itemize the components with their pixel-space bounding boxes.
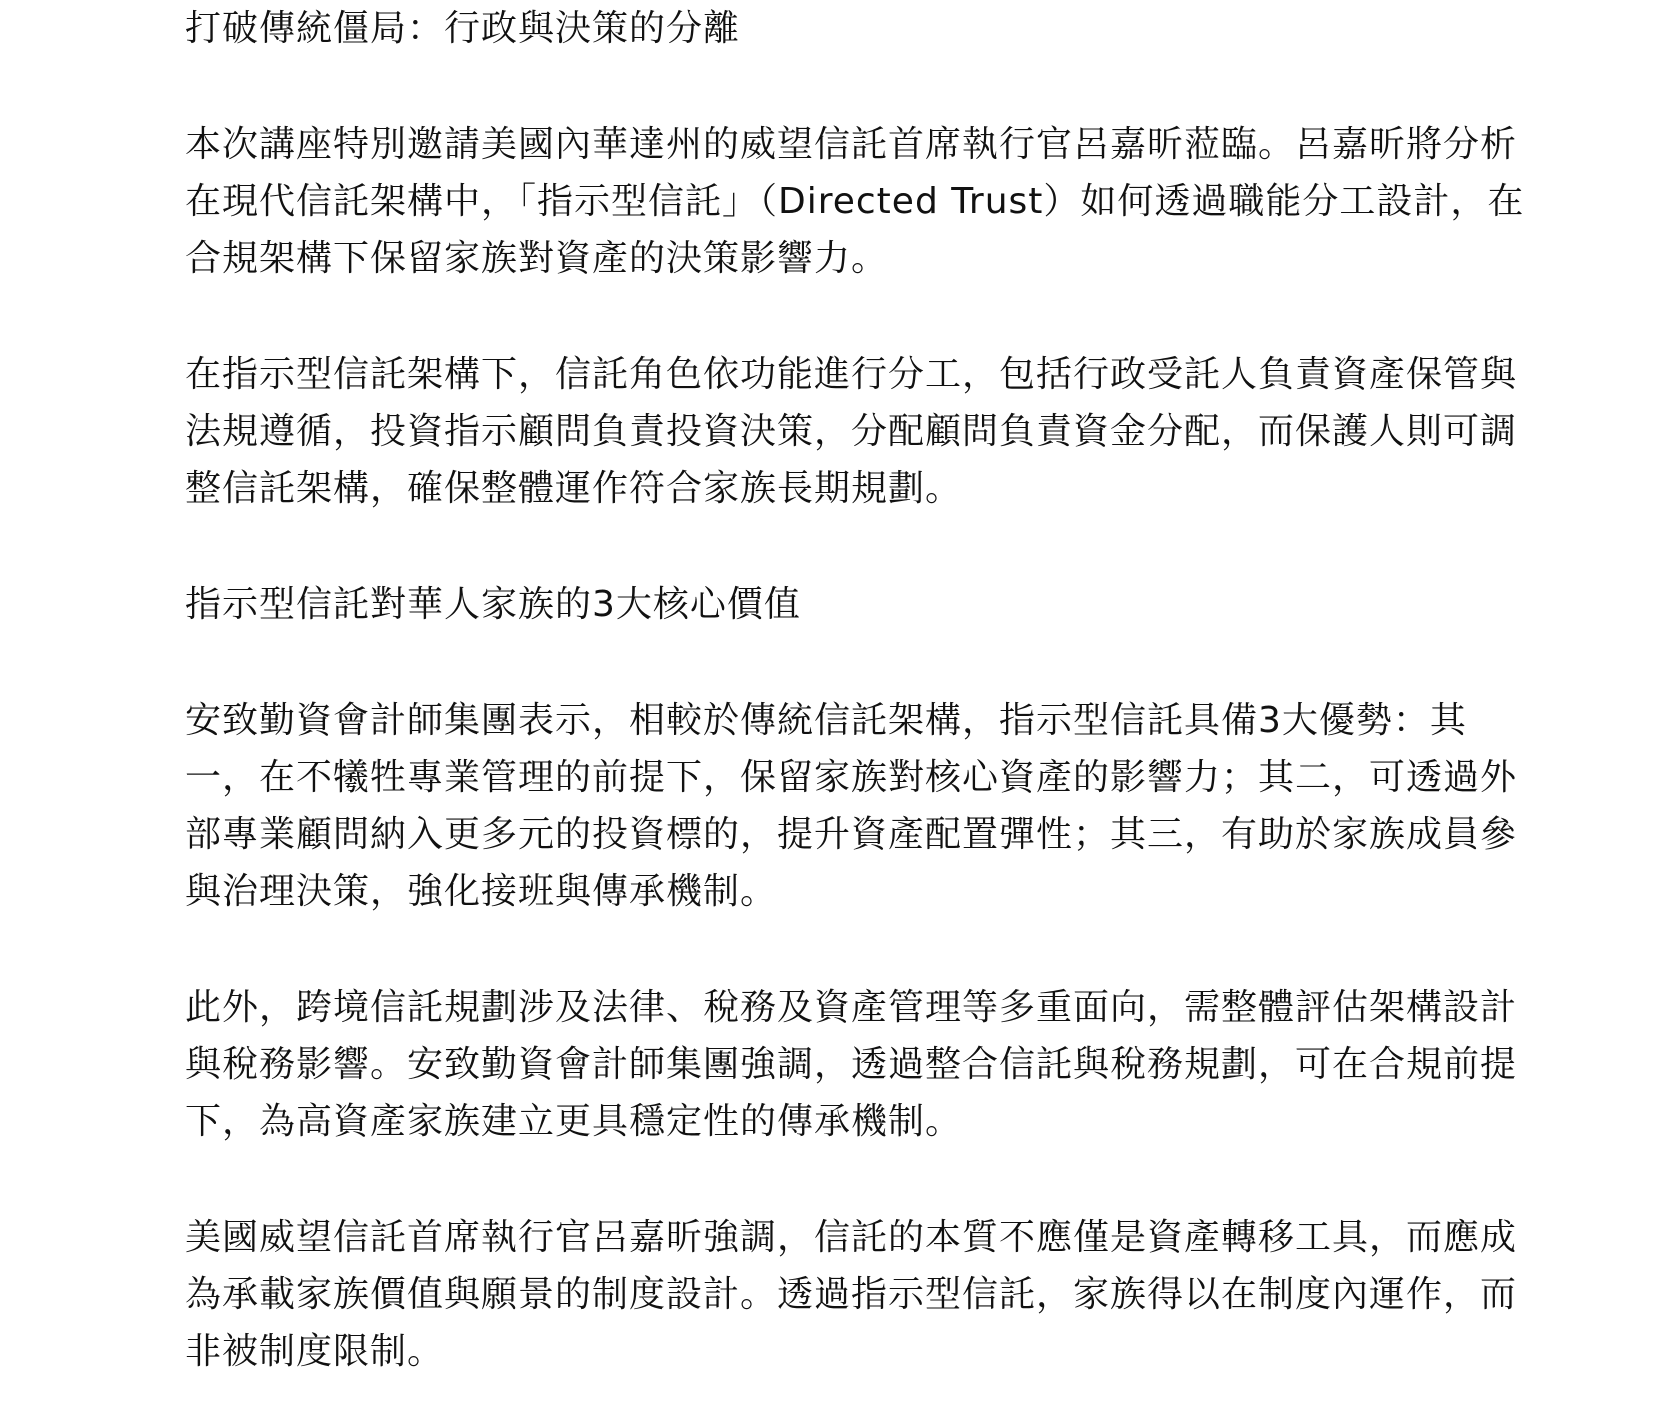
article-body bbox=[185, 0, 1525, 1380]
paragraph-role-division: 在指示型信託架構下，信託角色依功能進行分工，包括行政受託人負責資產保管與法規遵循，投資指示顧問負責投資決策，分配顧問負責資金分配，而保護人則可調整信託架構，確保整體運作符合家族長期規劃。 bbox=[185, 354, 1518, 509]
paragraph-cross-border-planning: 此外，跨境信託規劃涉及法律、稅務及資產管理等多重面向，需整體評估架構設計與稅務影響。安致勤資會計師集團強調，透過整合信託與稅務規劃，可在合規前提下，為高資產家族建立更具穩定性的傳承機制。 bbox=[185, 987, 1518, 1142]
section-heading-core-values: 指示型信託對華人家族的3大核心價值 bbox=[185, 584, 801, 625]
paragraph-three-advantages: 安致勤資會計師集團表示，相較於傳統信託架構，指示型信託具備3大優勢：其一，在不犧牲專業管理的前提下，保留家族對核心資產的影響力；其二，可透過外部專業顧問納入更多元的投資標的，提升資產配置彈性；其三，有助於家族成員參與治理決策，強化接班與傳承機制。 bbox=[185, 700, 1518, 912]
paragraph-lecture-intro: 本次講座特別邀請美國內華達州的威望信託首席執行官呂嘉昕蒞臨。呂嘉昕將分析在現代信託架構中，「指示型信託」（Directed Trust）如何透過職能分工設計，在合規架構下保留家族對資產的決策影響力。 bbox=[185, 124, 1525, 279]
paragraph-trust-essence: 美國威望信託首席執行官呂嘉昕強調，信託的本質不應僅是資產轉移工具，而應成為承載家族價值與願景的制度設計。透過指示型信託，家族得以在制度內運作，而非被制度限制。 bbox=[185, 1217, 1518, 1372]
section-heading-separation: 打破傳統僵局：行政與決策的分離 bbox=[185, 8, 741, 49]
